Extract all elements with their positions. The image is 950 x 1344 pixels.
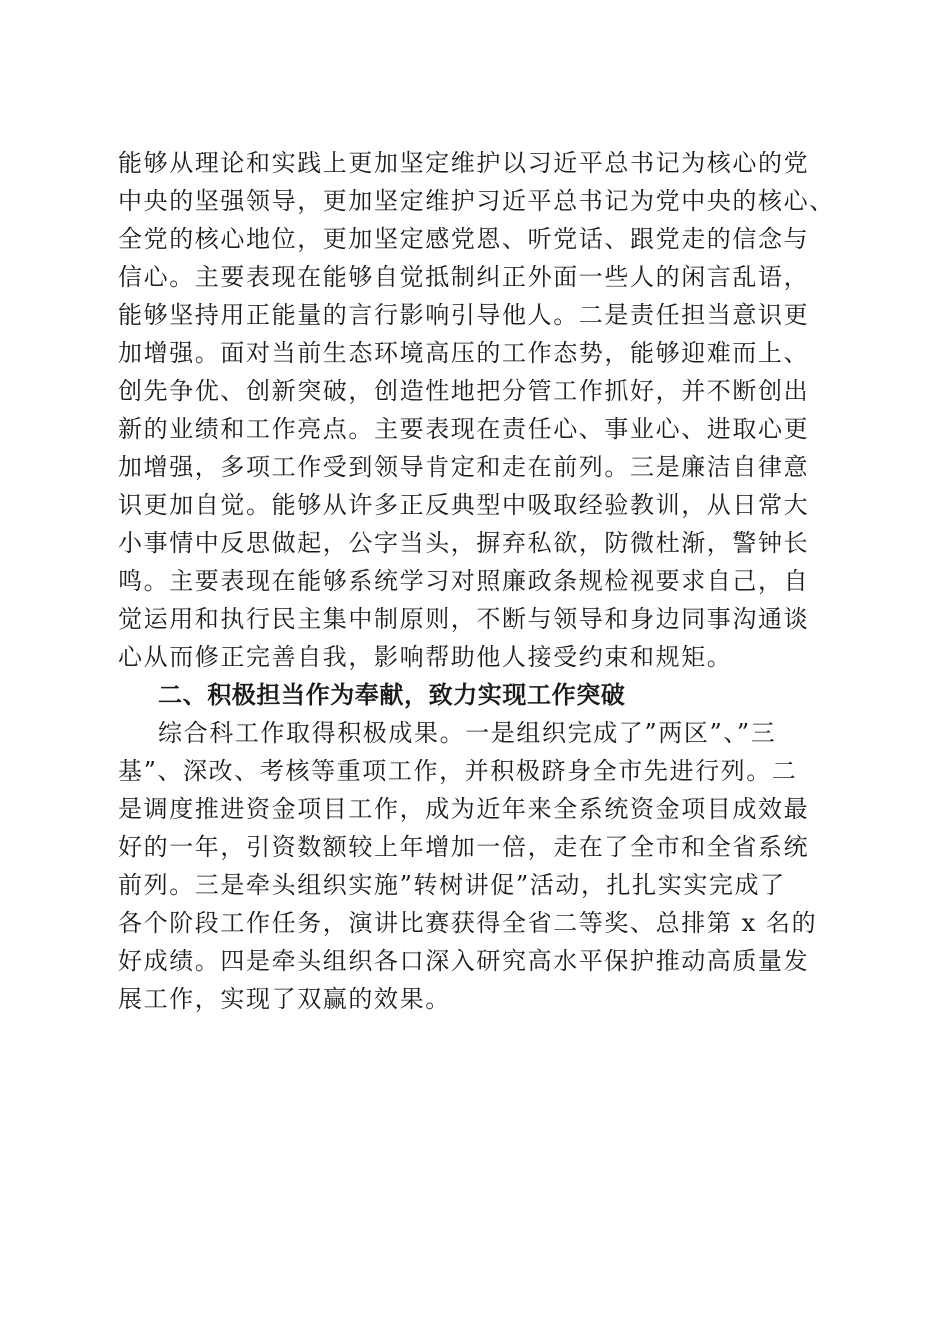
text-line: 信心。主要表现在能够自觉抵制纠正外面一些人的闲言乱语， bbox=[118, 263, 810, 291]
text-line: 好的一年，引资数额较上年增加一倍，走在了全市和全省系统 bbox=[118, 833, 810, 861]
text-line: 是调度推进资金项目工作，成为近年来全系统资金项目成效最 bbox=[118, 795, 810, 823]
text-line: 展工作，实现了双赢的效果。 bbox=[118, 985, 451, 1013]
section-heading: 二、积极担当作为奉献，致力实现工作突破 bbox=[158, 681, 626, 709]
text-line: 加增强，多项工作受到领导肯定和走在前列。三是廉洁自律意 bbox=[118, 453, 810, 481]
text-line: 小事情中反思做起，公字当头，摒弃私欲，防微杜渐，警钟长 bbox=[118, 529, 810, 557]
text-line: 觉运用和执行民主集中制原则，不断与领导和身边同事沟通谈 bbox=[118, 605, 810, 633]
text-line: 能够坚持用正能量的言行影响引导他人。二是责任担当意识更 bbox=[118, 301, 810, 329]
text-line: 各个阶段工作任务，演讲比赛获得全省二等奖、总排第 x 名的 bbox=[118, 909, 818, 937]
text-line: 前列。三是牵头组织实施”转树讲促”活动，扎扎实实完成了 bbox=[118, 871, 786, 899]
text-line: 好成绩。四是牵头组织各口深入研究高水平保护推动高质量发 bbox=[118, 947, 810, 975]
text-line: 综合科工作取得积极成果。一是组织完成了”两区”、”三 bbox=[158, 719, 777, 747]
text-line: 全党的核心地位，更加坚定感党恩、听党话、跟党走的信念与 bbox=[118, 225, 810, 253]
text-line: 基”、深改、考核等重项工作，并积极跻身全市先进行列。二 bbox=[118, 757, 798, 785]
text-line: 鸣。主要表现在能够系统学习对照廉政条规检视要求自己，自 bbox=[118, 567, 810, 595]
paragraph-1 bbox=[118, 144, 835, 676]
text-line: 新的业绩和工作亮点。主要表现在责任心、事业心、进取心更 bbox=[118, 415, 810, 443]
text-line: 中央的坚强领导，更加坚定维护习近平总书记为党中央的核心、 bbox=[118, 187, 835, 215]
text-line: 心从而修正完善自我，影响帮助他人接受约束和规矩。 bbox=[118, 643, 733, 671]
document-body bbox=[118, 144, 835, 1018]
text-line: 创先争优、创新突破，创造性地把分管工作抓好，并不断创出 bbox=[118, 377, 810, 405]
text-line: 识更加自觉。能够从许多正反典型中吸取经验教训，从日常大 bbox=[118, 491, 810, 519]
text-line: 加增强。面对当前生态环境高压的工作态势，能够迎难而上、 bbox=[118, 339, 810, 367]
text-line: 能够从理论和实践上更加坚定维护以习近平总书记为核心的党 bbox=[118, 149, 810, 177]
paragraph-2 bbox=[118, 714, 830, 1018]
